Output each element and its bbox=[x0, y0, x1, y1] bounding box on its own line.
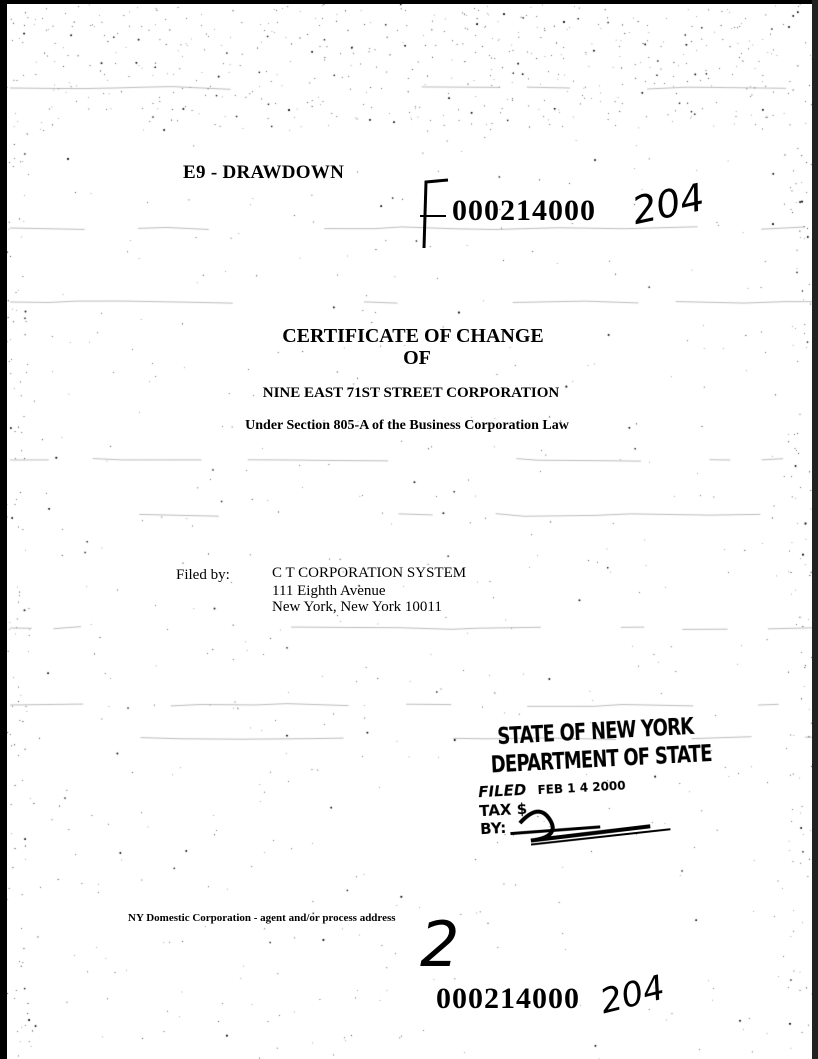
filer-name: C T CORPORATION SYSTEM bbox=[272, 565, 467, 581]
scan-edge-left bbox=[0, 0, 7, 1059]
filing-number-top: 000214000 bbox=[452, 194, 596, 227]
stamp-filed-date: FEB 1 4 2000 bbox=[537, 778, 626, 798]
certificate-title-of: OF bbox=[403, 347, 431, 369]
corporation-name: NINE EAST 71ST STREET CORPORATION bbox=[262, 385, 560, 401]
filed-by-label: Filed by: bbox=[176, 567, 230, 583]
filing-suffix-bottom-handwritten: 204 bbox=[596, 967, 669, 1023]
filing-number-bottom: 000214000 bbox=[436, 982, 580, 1015]
handwritten-number: 2 bbox=[420, 908, 460, 981]
batch-label: E9 - DRAWDOWN bbox=[183, 162, 345, 183]
filer-street: 111 Eighth Avenue bbox=[272, 583, 386, 599]
stamp-state: STATE OF NEW YORK bbox=[496, 713, 694, 751]
handwritten-bracket bbox=[410, 176, 450, 256]
filer-city: New York, New York 10011 bbox=[272, 599, 442, 615]
filing-stamp bbox=[475, 713, 713, 855]
certificate-title: CERTIFICATE OF CHANGE bbox=[282, 325, 544, 347]
filing-suffix-top-handwritten: 204 bbox=[628, 174, 709, 234]
corporation-type-footnote: NY Domestic Corporation - agent and/or process address bbox=[128, 912, 396, 924]
stamp-signature-scribble bbox=[499, 795, 671, 854]
stamp-department: DEPARTMENT OF STATE bbox=[490, 740, 713, 779]
statute-reference: Under Section 805-A of the Business Corporation Law bbox=[245, 418, 569, 433]
stamp-by: BY: bbox=[479, 818, 507, 839]
stamp-filed-label: FILED bbox=[477, 780, 527, 802]
scan-edge-right bbox=[812, 0, 818, 1059]
stamp-filed bbox=[478, 776, 626, 802]
stamp-tax: TAX $ bbox=[478, 799, 528, 821]
scan-edge-top bbox=[0, 0, 818, 4]
